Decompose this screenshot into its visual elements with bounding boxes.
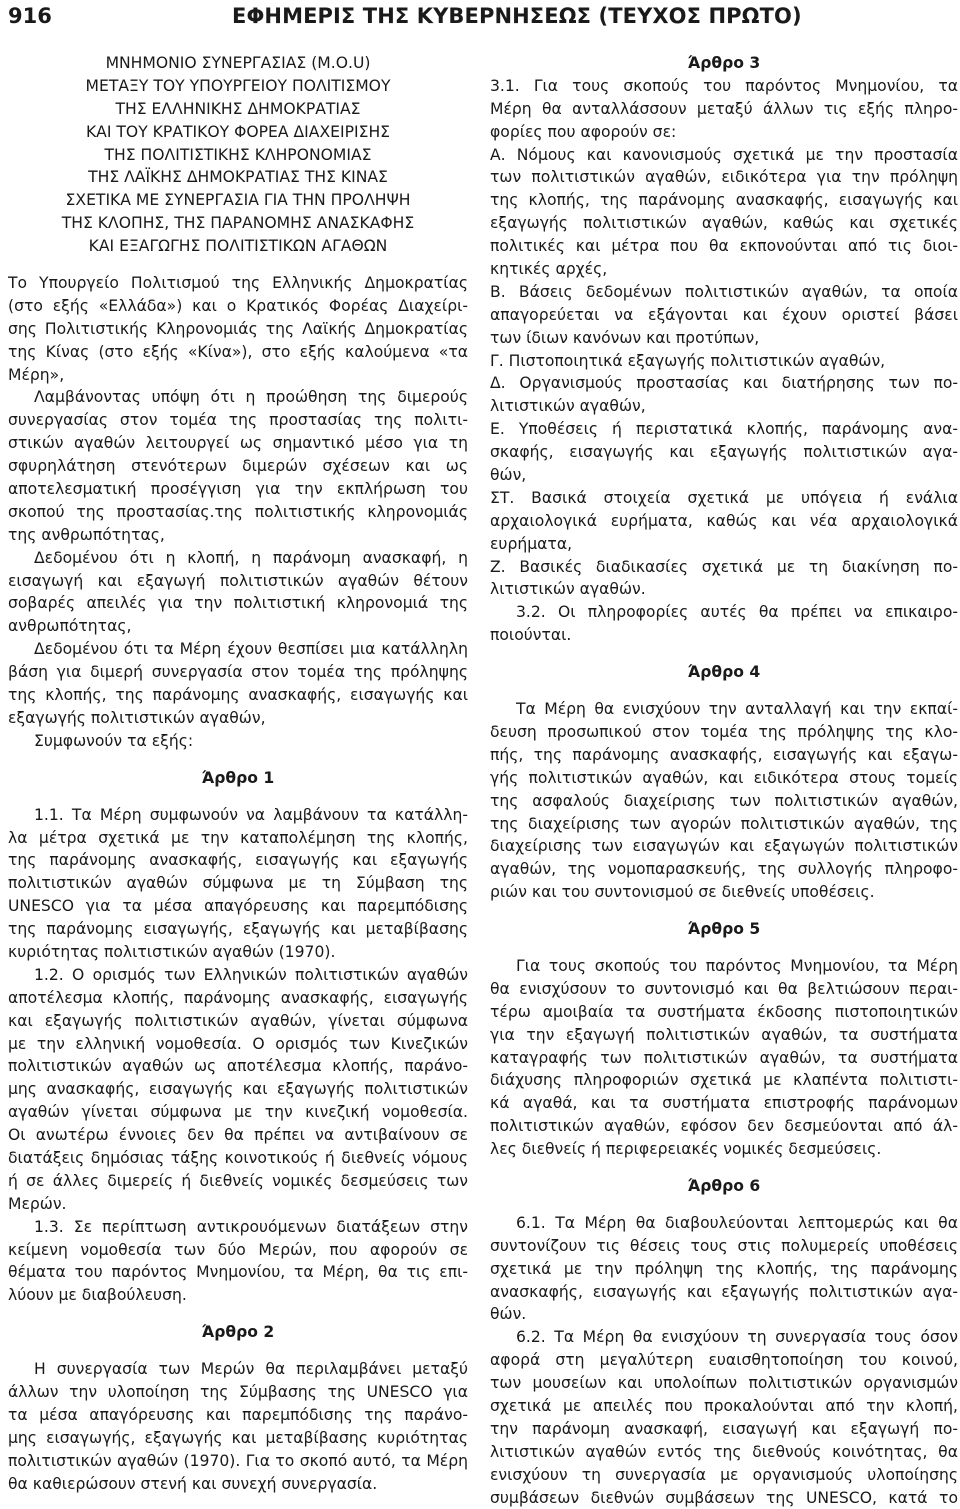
- text-line: εισαγωγή και εξαγωγή πολιτιστικών αγαθών θέτουν: [8, 571, 468, 590]
- text-line: Οι ανωτέρω έννοιες δεν θα πρέπει να αντιβαίνουν σε: [8, 1126, 468, 1145]
- text-line: Το Υπουργείο Πολιτισμού της Ελληνικής Δημοκρατίας: [8, 274, 468, 293]
- text-line: 3.2. Οι πληροφορίες αυτές θα πρέπει να επικαιρο-: [516, 603, 958, 622]
- text-line: απαγορεύεται να εξάγονται και έχουν οριστεί βάσει: [490, 305, 958, 324]
- spacer: [8, 1344, 468, 1358]
- text-line: μης εισαγωγής, εξαγωγής και μεταβίβασης κυριότητας: [8, 1428, 468, 1447]
- text-line: λιτιστικών αγαθών εντός της διεθνούς κοινότητας, θα: [490, 1442, 958, 1461]
- text-line: ριών και του συντονισμού σε διεθνείς υποθέσεις.: [490, 883, 875, 902]
- text-line: σοβαρές απειλές για την πολιτιστική κληρονομιά της: [8, 594, 468, 613]
- document-title-line: ΜΕΤΑΞΥ ΤΟΥ ΥΠΟΥΡΓΕΙΟΥ ΠΟΛΙΤΙΣΜΟΥ: [85, 76, 391, 95]
- page-number: 916: [8, 4, 52, 28]
- text-line: δευση προσωπικού στον τομέα της πρόληψης της κλο-: [490, 722, 958, 741]
- spacer: [490, 1161, 958, 1175]
- article-heading: Άρθρο 3: [687, 54, 761, 72]
- text-line: 1.2. Ο ορισμός των Ελληνικών πολιτιστικών αγαθών: [34, 965, 468, 984]
- text-line: κείμενη νομοθεσία των δύο Μερών, που αφορούν σε: [8, 1240, 468, 1259]
- text-line: πολιτιστικών αγαθών, εφόσον δεν δεσμεύονται από άλ-: [490, 1117, 958, 1136]
- text-line: την παράνομη ανασκαφή, εισαγωγή και εξαγωγή πο-: [490, 1419, 958, 1438]
- text-line: πολιτικές και μέτρα που θα εκπονούνται από τις διοι-: [490, 237, 958, 256]
- text-line: Δεδομένου ότι η κλοπή, η παράνομη ανασκαφή, η: [34, 548, 468, 567]
- article-heading: Άρθρο 4: [687, 663, 761, 682]
- text-line: ανασκαφής, εισαγωγής και εξαγωγής πολιτιστικών αγα-: [490, 1282, 958, 1301]
- text-line: Συμφωνούν τα εξής:: [34, 731, 194, 750]
- text-line: ποιούνται.: [490, 626, 572, 645]
- text-line: Η συνεργασία των Μερών θα περιλαμβάνει μεταξύ: [34, 1360, 468, 1379]
- document-title-line: ΤΗΣ ΕΛΛΗΝΙΚΗΣ ΔΗΜΟΚΡΑΤΙΑΣ: [115, 99, 361, 118]
- text-line: θών.: [490, 1305, 527, 1324]
- text-line: διατάξεις δημόσιας τάξης κοινοτικούς ή διεθνείς νόμους: [8, 1148, 468, 1167]
- text-line: 6.1. Τα Μέρη θα διαβουλεύονται λεπτομερώς και θα: [516, 1213, 958, 1232]
- text-line: συνεργασίας στον τομέα της προστασίας της πολιτι-: [8, 411, 468, 430]
- text-line: UNESCO για τα μέσα απαγόρευσης και παρεμπόδισης: [8, 897, 468, 916]
- text-line: πολιτιστικών αγαθών (1970). Για το σκοπό αυτό, τα Μέρη: [8, 1451, 468, 1470]
- text-line: γής πολιτιστικών αγαθών, και ειδικότερα στους τομείς: [490, 768, 958, 787]
- text-line: της διαχείρισης των αγορών πολιτιστικών αγαθών, της: [490, 814, 958, 833]
- text-line: Β. Βάσεις δεδομένων πολιτιστικών αγαθών, τα οποία: [490, 282, 958, 301]
- text-line: της κλοπής, της παράνομης ανασκαφής, εισαγωγής και: [490, 191, 958, 210]
- text-line: της ασφαλούς διαχείρισης των πολιτιστικών αγαθών,: [490, 791, 958, 810]
- text-line: θα ενισχύσουν το συντονισμό και θα βελτιώσουν περαι-: [490, 979, 958, 998]
- text-line: Λαμβάνοντας υπόψη ότι η προώθηση της διμερούς: [34, 388, 468, 407]
- text-line: θέματα του παρόντος Μνημονίου, τα Μέρη, θα τις επι-: [8, 1263, 468, 1282]
- text-line: Μέρη»,: [8, 365, 65, 384]
- text-line: αφορά στη μεγαλύτερη ευαισθητοποίηση του κοινού,: [490, 1351, 958, 1370]
- text-line: σκοπού της προστασίας.της πολιτιστικής κληρονομιάς: [8, 502, 468, 521]
- spacer: [490, 941, 958, 955]
- text-line: στικών αγαθών λειτουργεί ως σημαντικό μέσο για τη: [8, 434, 468, 453]
- text-line: Ε. Υποθέσεις ή περιστατικά κλοπής, παράνομης ανα-: [490, 420, 958, 439]
- text-line: θών,: [490, 466, 527, 485]
- document-title-line: ΤΗΣ ΠΟΛΙΤΙΣΤΙΚΗΣ ΚΛΗΡΟΝΟΜΙΑΣ: [104, 145, 372, 164]
- text-line: λύουν με διαβούλευση.: [8, 1286, 187, 1305]
- text-line: Μέρη θα ανταλλάσσουν μεταξύ άλλων τις εξής πληρο-: [490, 99, 958, 118]
- text-line: πολιτιστικών αγαθών ως αποτέλεσμα κλοπής, παράνο-: [8, 1057, 468, 1076]
- text-line: ενισχύουν τη συνεργασία με οργανισμούς υλοποίησης: [490, 1465, 958, 1484]
- text-line: αγαθών γίνεται σύμφωνα με την κινεζική νομοθεσία.: [8, 1103, 468, 1122]
- text-line: Μερών.: [8, 1194, 67, 1213]
- article-heading: Άρθρο 5: [687, 920, 761, 939]
- text-line: αποτελεσματική προσέγγιση για την εκπλήρωση του: [8, 480, 468, 499]
- text-line: αρχαιολογικά ευρήματα, καθώς και νέα αρχαιολογικά: [490, 511, 958, 530]
- text-line: 1.1. Τα Μέρη συμφωνούν να λαμβάνουν τα κατάλλη-: [34, 805, 468, 824]
- text-line: της Κίνας (στο εξής «Κίνα»), στο εξής καλούμενα «τα: [8, 342, 468, 361]
- text-line: κυριότητας πολιτιστικών αγαθών (1970).: [8, 942, 336, 961]
- spacer: [8, 790, 468, 804]
- text-line: Δ. Οργανισμούς προστασίας και διατήρησης των πο-: [490, 374, 958, 393]
- text-line: 1.3. Σε περίπτωση αντικρουόμενων διατάξεων στην: [34, 1217, 468, 1236]
- text-line: φορίες που αφορούν σε:: [490, 122, 677, 141]
- spacer: [490, 904, 958, 918]
- text-line: της κλοπής, της παράνομης ανασκαφής, εισαγωγής και: [8, 686, 468, 705]
- document-title-line: ΤΗΣ ΛΑΪΚΗΣ ΔΗΜΟΚΡΑΤΙΑΣ ΤΗΣ ΚΙΝΑΣ: [88, 168, 388, 187]
- text-line: της παράνομης ανασκαφής, εισαγωγής και εξαγωγής: [8, 851, 468, 870]
- text-line: συντονίζουν τις θέσεις τους στις πολυμερείς υποθέσεις: [490, 1236, 958, 1255]
- text-line: των πολιτιστικών αγαθών, ειδικότερα για την πρόληψη: [490, 168, 958, 187]
- right-column: [490, 52, 958, 1509]
- text-line: 3.1. Για τους σκοπούς του παρόντος Μνημονίου, τα: [490, 76, 958, 95]
- text-line: εξαγωγής πολιτιστικών αγαθών, καθώς και σχετικές: [490, 214, 958, 233]
- spacer: [8, 753, 468, 767]
- text-line: λα μέτρα σχετικά με την καταπολέμηση της κλοπής,: [8, 828, 468, 847]
- spacer: [490, 647, 958, 661]
- text-line: Τα Μέρη θα ενισχύουν την ανταλλαγή και την εκπαί-: [516, 700, 958, 719]
- document-title-line: ΚΑΙ ΤΟΥ ΚΡΑΤΙΚΟΥ ΦΟΡΕΑ ΔΙΑΧΕΙΡΙΣΗΣ: [85, 122, 391, 141]
- text-line: εξαγωγής πολιτιστικών αγαθών,: [8, 708, 266, 727]
- text-line: καταγραφής των πολιτιστικών αγαθών, τα συστήματα: [490, 1048, 958, 1067]
- page-header: [0, 0, 960, 36]
- text-line: της ανθρωπότητας,: [8, 525, 165, 544]
- article-heading: Άρθρο 2: [201, 1323, 275, 1342]
- text-line: σχετικά με την πρόληψη της κλοπής, της παράνομης: [490, 1259, 958, 1278]
- text-line: Για τους σκοπούς του παρόντος Μνημονίου, τα Μέρη: [516, 956, 958, 975]
- text-line: διαχείρισης των εισαγωγών και εξαγωγών πολιτιστικών: [490, 837, 958, 856]
- text-line: κά αγαθά, και τα συστήματα επιστροφής παράνομων: [490, 1094, 958, 1113]
- text-line: των ίδιων κανόνων και προτύπων,: [490, 328, 760, 347]
- spacer: [8, 1307, 468, 1321]
- text-line: μης ανασκαφής, εισαγωγής και εξαγωγής πολιτιστικών: [8, 1080, 468, 1099]
- text-line: (στο εξής «Ελλάδα») και ο Κρατικός Φορέας Διαχείρι-: [8, 296, 468, 315]
- text-line: με την ελληνική νομοθεσία. Ο ορισμός των Κινεζικών: [8, 1034, 468, 1053]
- text-line: σφυρηλάτηση στενότερων διμερών σχέσεων και ως: [8, 457, 468, 476]
- text-line: Δεδομένου ότι τα Μέρη έχουν θεσπίσει μια κατάλληλη: [34, 640, 468, 659]
- left-column: [8, 52, 468, 1495]
- text-line: άλλων την υλοποίηση της Σύμβασης της UNESCO για: [8, 1382, 468, 1401]
- spacer: [490, 1198, 958, 1212]
- text-line: λες διεθνείς ή περιφερειακές νομικές δεσμεύσεις.: [490, 1140, 882, 1159]
- text-line: ΣΤ. Βασικά στοιχεία σχετικά με υπόγεια ή ενάλια: [490, 488, 958, 507]
- text-line: κητικές αρχές,: [490, 260, 608, 279]
- document-title-line: ΚΑΙ ΕΞΑΓΩΓΗΣ ΠΟΛΙΤΙΣΤΙΚΩΝ ΑΓΑΘΩΝ: [88, 237, 388, 256]
- text-line: Γ. Πιστοποιητικά εξαγωγής πολιτιστικών αγαθών,: [490, 351, 886, 370]
- spacer: [8, 258, 468, 272]
- text-line: αγαθών, της νομοπαρασκευής, της συλλογής πληροφο-: [490, 860, 958, 879]
- text-line: λιτιστικών αγαθών,: [490, 397, 646, 416]
- text-line: και εξαγωγής πολιτιστικών αγαθών, γίνεται σύμφωνα: [8, 1011, 468, 1030]
- text-line: 6.2. Τα Μέρη θα ενισχύουν τη συνεργασία τους όσον: [516, 1328, 958, 1347]
- gazette-title: ΕΦΗΜΕΡΙΣ ΤΗΣ ΚΥΒΕΡΝΗΣΕΩΣ (ΤΕΥΧΟΣ ΠΡΩΤΟ): [232, 4, 802, 28]
- text-line: διάχυσης πληροφοριών σχετικά με κλαπέντα πολιτιστι-: [490, 1071, 958, 1090]
- text-line: αποτέλεσμα κλοπής, παράνομης ανασκαφής, εισαγωγής: [8, 988, 468, 1007]
- text-line: Ζ. Βασικές διαδικασίες σχετικά με τη διακίνηση πο-: [490, 557, 958, 576]
- text-line: πής, της παράνομης ανασκαφής, εισαγωγής και εξαγω-: [490, 745, 958, 764]
- text-line: θα καθιερώσουν στενή και συνεχή συνεργασία.: [8, 1474, 378, 1493]
- text-line: ή σε άλλες διμερείς ή διεθνείς νομικές δεσμεύσεις των: [8, 1171, 468, 1190]
- text-line: βάση για διμερή συνεργασία στον τομέα της πρόληψης: [8, 663, 468, 682]
- spacer: [490, 684, 958, 698]
- text-line: Α. Νόμους και κανονισμούς σχετικά με την προστασία: [490, 145, 958, 164]
- text-line: συμβάσεων διεθνών συμβάσεων της UNESCO, κατά το: [490, 1488, 958, 1507]
- text-line: σκαφής, εισαγωγής και εξαγωγής πολιτιστικών αγα-: [490, 443, 958, 462]
- text-line: λιτιστικών αγαθών.: [490, 580, 646, 599]
- document-title-line: ΤΗΣ ΚΛΟΠΗΣ, ΤΗΣ ΠΑΡΑΝΟΜΗΣ ΑΝΑΣΚΑΦΗΣ: [61, 214, 415, 233]
- text-line: των μουσείων και υπολοίπων πολιτιστικών οργανισμών: [490, 1374, 958, 1393]
- document-title-line: ΣΧΕΤΙΚΑ ΜΕ ΣΥΝΕΡΓΑΣΙΑ ΓΙΑ ΤΗΝ ΠΡΟΛΗΨΗ: [65, 191, 411, 210]
- text-line: τα μέσα απαγόρευσης και παρεμπόδισης της παράνο-: [8, 1405, 468, 1424]
- text-line: ανθρωπότητας,: [8, 617, 132, 636]
- document-title-line: ΜΝΗΜΟΝΙΟ ΣΥΝΕΡΓΑΣΙΑΣ (Μ.Ο.U): [105, 54, 371, 72]
- article-heading: Άρθρο 6: [687, 1176, 761, 1195]
- article-heading: Άρθρο 1: [201, 768, 275, 787]
- text-line: για την εξαγωγή πολιτιστικών αγαθών, τα συστήματα: [490, 1025, 958, 1044]
- text-line: σης Πολιτιστικής Κληρονομιάς της Λαϊκής Δημοκρατίας: [8, 319, 468, 338]
- text-line: πολιτιστικών αγαθών σύμφωνα με τη Σύμβαση της: [8, 874, 468, 893]
- text-line: της παράνομης εισαγωγής, εξαγωγής και μεταβίβασης: [8, 920, 468, 939]
- text-line: σχετικά με απειλές που προκαλούνται από την κλοπή,: [490, 1396, 958, 1415]
- text-line: ευρήματα,: [490, 534, 573, 553]
- text-line: τέρω αμοιβαία τα συστήματα έκδοσης πιστοποιητικών: [490, 1002, 958, 1021]
